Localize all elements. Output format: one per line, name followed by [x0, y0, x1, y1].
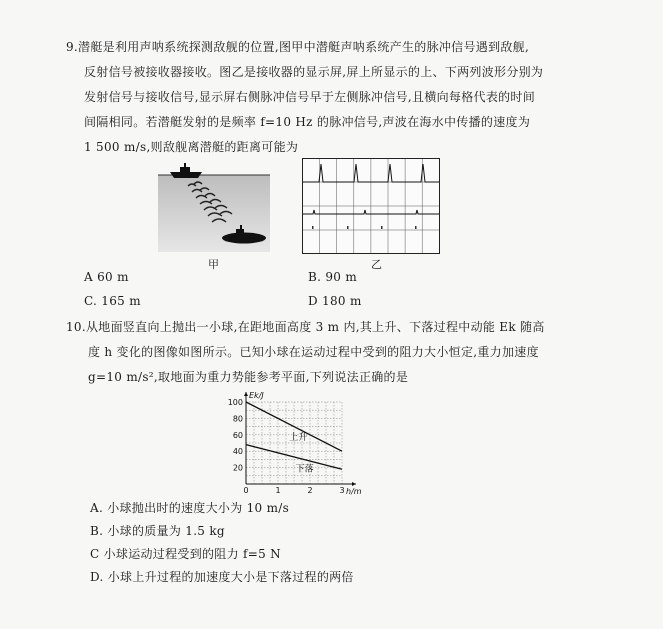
- x-tick-label: 0: [243, 486, 249, 495]
- y-axis-arrow: [244, 392, 248, 396]
- q10-option-b: B. 小球的质量为 1.5 kg: [90, 524, 225, 538]
- series-label: 下落: [295, 464, 314, 475]
- figure-b-oscilloscope: [302, 158, 440, 254]
- x-axis-label: h/m: [346, 487, 362, 496]
- q9-option-c: C. 165 m: [84, 294, 141, 308]
- series-label: 上升: [289, 433, 308, 444]
- q9-option-a: A 60 m: [84, 270, 129, 284]
- q10-ek-h-chart: [222, 388, 372, 500]
- figure-a-sonar-scene: [158, 160, 270, 252]
- x-tick-label: 1: [275, 486, 281, 495]
- q9-option-b: B. 90 m: [308, 270, 358, 284]
- q9-option-d: D 180 m: [308, 294, 362, 308]
- y-axis-label: Ek/J: [249, 391, 264, 400]
- y-tick-label: 80: [232, 414, 243, 424]
- q9-line-5: 1 500 m/s,则敌舰离潜艇的距离可能为: [84, 140, 299, 154]
- y-tick-label: 20: [232, 463, 243, 473]
- q10-line-1: 10.从地面竖直向上抛出一小球,在距地面高度 3 m 内,其上升、下落过程中动能 Ek 随高: [66, 320, 545, 334]
- q10-line-2: 度 h 变化的图像如图所示。已知小球在运动过程中受到的阻力大小恒定,重力加速度: [88, 345, 539, 359]
- x-tick-label: 3: [339, 486, 345, 495]
- q10-option-a: A. 小球抛出时的速度大小为 10 m/s: [90, 501, 290, 515]
- q10-option-c: C 小球运动过程受到的阻力 f=5 N: [90, 547, 281, 561]
- figure-a-label: 甲: [208, 258, 220, 271]
- x-axis-arrow: [352, 482, 356, 486]
- figure-b-label: 乙: [371, 258, 383, 271]
- q10-option-d: D. 小球上升过程的加速度大小是下落过程的两倍: [90, 570, 354, 584]
- y-tick-label: 100: [227, 398, 243, 407]
- q9-line-4: 间隔相同。若潜艇发射的是频率 f=10 Hz 的脉冲信号,声波在海水中传播的速度为: [84, 115, 531, 129]
- q9-line-3: 发射信号与接收信号,显示屏右侧脉冲信号早于左侧脉冲信号,且横向每格代表的时间: [84, 90, 536, 104]
- q9-line-1: 9.潜艇是利用声呐系统探测敌舰的位置,图甲中潜艇声呐系统产生的脉冲信号遇到敌舰,: [66, 40, 530, 54]
- y-tick-label: 60: [232, 430, 243, 440]
- q9-line-2: 反射信号被接收器接收。图乙是接收器的显示屏,屏上所显示的上、下两列波形分别为: [84, 65, 544, 79]
- x-tick-label: 2: [307, 486, 313, 495]
- enemy-ship-icon: [170, 163, 202, 178]
- q10-line-3: g=10 m/s²,取地面为重力势能参考平面,下列说法正确的是: [88, 370, 409, 384]
- y-tick-label: 40: [232, 447, 243, 457]
